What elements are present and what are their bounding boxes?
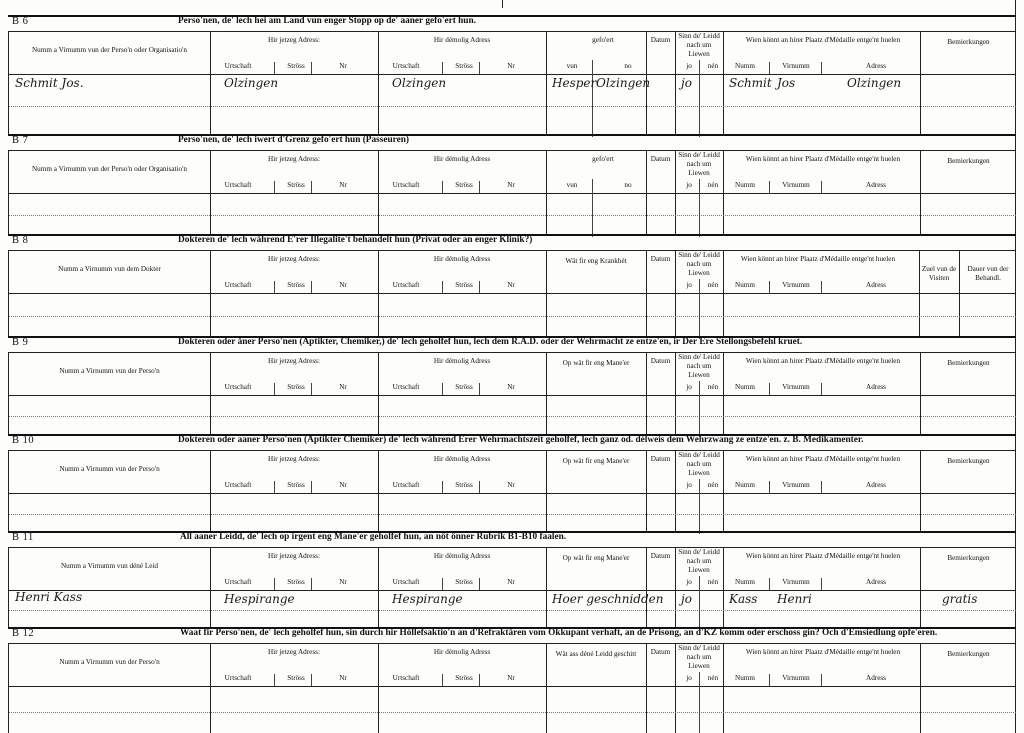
column-divider [920, 353, 921, 435]
section-title: Perso'nen, de' lech iwert d'Grenz gefo'ert hun (Passeuren) [178, 135, 410, 145]
cur-number-subheader: Nr [339, 181, 347, 189]
medal-name-subheader: Numm [735, 578, 755, 586]
cur-street-subheader: Ströss [287, 674, 305, 682]
old-street-subheader: Ströss [455, 674, 473, 682]
cur-number-subheader: Nr [339, 383, 347, 391]
no-subheader: nén [707, 383, 719, 391]
column-divider [378, 32, 379, 135]
address-sub-divider [442, 674, 443, 686]
remarks-header: Bemierkungen [947, 157, 990, 165]
column-divider [723, 353, 724, 435]
medal-firstname-subheader: Virnumm [782, 181, 810, 189]
former-address-header: Hir démolig Adress [433, 455, 491, 463]
address-sub-divider [274, 578, 275, 590]
medal-address-subheader: Adress [866, 383, 886, 391]
former-address-header: Hir démolig Adress [433, 255, 491, 263]
medal-sub-divider [769, 383, 770, 395]
cur-street-subheader: Ströss [287, 578, 305, 586]
transported-header: gefo'ert [592, 155, 614, 163]
column-divider [378, 353, 379, 435]
cur-town-subheader: Urtschaft [224, 62, 252, 70]
remarks-header: Bemierkungen [947, 457, 990, 465]
name-column-header: Numm a Virnumm vun der Perso'n [59, 658, 160, 666]
no-subheader: nén [707, 62, 719, 70]
column-divider [920, 32, 921, 135]
medal-recipient-header: Wien könnt an hirer Plaatz d'Médaille entge'nt huelen [745, 155, 901, 163]
medal-recipient-header: Wien könnt an hirer Plaatz d'Médaille entge'nt huelen [745, 357, 901, 365]
name-column-header: Numm a Virnumm vun déné Leid [60, 562, 159, 570]
top-registration-mark [502, 0, 503, 8]
medal-sub-divider [821, 674, 822, 686]
medal-address-subheader: Adress [866, 181, 886, 189]
cur-town-subheader: Urtschaft [224, 578, 252, 586]
section-code: B 12 [12, 628, 35, 639]
medal-sub-divider [821, 383, 822, 395]
header-bottom-rule [9, 395, 1016, 396]
cur-number-subheader: Nr [339, 674, 347, 682]
row-dotted-rule [9, 712, 1016, 713]
column-divider [646, 644, 647, 733]
entry-medal-name: Kass [729, 592, 758, 606]
old-number-subheader: Nr [507, 62, 515, 70]
current-address-header: Hir jetzeg Adress: [268, 155, 320, 163]
section-grid [8, 352, 1016, 436]
yes-subheader: jo [686, 281, 692, 289]
column-divider [920, 644, 921, 733]
yes-subheader: jo [686, 383, 692, 391]
header-bottom-rule [9, 686, 1016, 687]
former-address-header: Hir démolig Adress [433, 155, 491, 163]
section-grid [8, 547, 1016, 629]
address-sub-divider [442, 181, 443, 193]
cur-number-subheader: Nr [339, 578, 347, 586]
old-town-subheader: Urtschaft [392, 281, 420, 289]
medal-address-subheader: Adress [866, 62, 886, 70]
entry-current-town: Hespirange [224, 592, 295, 606]
row-dotted-rule [9, 416, 1016, 417]
entry-former-town: Hespirange [392, 592, 463, 606]
column-divider [919, 251, 920, 337]
column3-header: Wät fir eng Krankhét [565, 257, 627, 265]
date-header: Datum [650, 255, 671, 263]
old-street-subheader: Ströss [455, 181, 473, 189]
section-title: Dokteren oder åner Perso'nen (Aptikter, Chemiker,) de' lech geholfef hun, lech dem R.A.D. oder der Wehrmacht ze entze'en, ir Der Ere Stellongsbefehl kruet. [178, 337, 803, 347]
header-bottom-rule [9, 293, 1016, 294]
current-address-header: Hir jetzeg Adress: [268, 255, 320, 263]
former-address-header: Hir démolig Adress [433, 648, 491, 656]
header-bottom-rule [9, 74, 1016, 75]
date-header: Datum [650, 552, 671, 560]
address-sub-divider [442, 481, 443, 493]
cur-street-subheader: Ströss [287, 181, 305, 189]
row-dotted-rule [9, 215, 1016, 216]
section-code: B 8 [12, 235, 29, 246]
medal-recipient-header: Wien könnt an hirer Plaatz d'Médaille entge'nt huelen [745, 36, 901, 44]
from-to-divider [592, 179, 593, 237]
medal-sub-divider [821, 481, 822, 493]
medal-firstname-subheader: Virnumm [782, 281, 810, 289]
old-street-subheader: Ströss [455, 578, 473, 586]
section-b12 [8, 627, 1016, 733]
address-sub-divider [274, 383, 275, 395]
section-code: B 11 [12, 532, 34, 543]
header-bottom-rule [9, 193, 1016, 194]
address-sub-divider [274, 481, 275, 493]
medal-sub-divider [769, 62, 770, 74]
section-code: B 10 [12, 435, 35, 446]
address-sub-divider [274, 62, 275, 74]
column3-header: Op wät fir eng Mane'er [562, 359, 630, 367]
address-sub-divider [442, 578, 443, 590]
old-town-subheader: Urtschaft [392, 578, 420, 586]
medal-firstname-subheader: Virnumm [782, 578, 810, 586]
alive-header: Sinn de' Leidd nach um Liewen [678, 451, 720, 477]
column-divider [675, 451, 676, 532]
former-address-header: Hir démolig Adress [433, 357, 491, 365]
column-divider [959, 251, 960, 337]
column-divider [378, 251, 379, 337]
remarks-header: Bemierkungen [947, 650, 990, 658]
medal-address-subheader: Adress [866, 674, 886, 682]
section-code: B 9 [12, 337, 29, 348]
medal-firstname-subheader: Virnumm [782, 383, 810, 391]
column-divider [210, 251, 211, 337]
medal-address-subheader: Adress [866, 481, 886, 489]
column-divider [723, 548, 724, 628]
medal-sub-divider [821, 62, 822, 74]
section-title: Perso'nen, de' lech hei am Land vun enger Stopp op de' aaner gefo'ert hun. [178, 16, 476, 26]
row-dotted-rule [9, 514, 1016, 515]
entry-former-town: Olzingen [392, 76, 447, 90]
medal-firstname-subheader: Virnumm [782, 481, 810, 489]
medal-sub-divider [821, 181, 822, 193]
section-b8 [8, 234, 1016, 338]
old-number-subheader: Nr [507, 674, 515, 682]
row-dotted-rule [9, 106, 1016, 107]
entry-medal-firstname: Jos [777, 76, 796, 90]
entry-medal-address: Olzingen [847, 76, 902, 90]
entry-alive-yes: jo [681, 592, 692, 606]
no-subheader: nén [707, 181, 719, 189]
name-column-header: Numm a Virnumm vun der Perso'n oder Organisatio'n [31, 46, 187, 54]
transported-header: gefo'ert [592, 36, 614, 44]
medal-name-subheader: Numm [735, 281, 755, 289]
medal-name-subheader: Numm [735, 481, 755, 489]
no-subheader: nén [707, 674, 719, 682]
address-sub-divider [274, 181, 275, 193]
medal-recipient-header: Wien könnt an hirer Plaatz d'Médaille entge'nt huelen [745, 648, 901, 656]
entry-from: Hesper [552, 76, 597, 90]
cur-street-subheader: Ströss [287, 62, 305, 70]
current-address-header: Hir jetzeg Adress: [268, 552, 320, 560]
old-street-subheader: Ströss [455, 281, 473, 289]
date-header: Datum [650, 648, 671, 656]
column-divider [546, 548, 547, 628]
jo-nen-divider [699, 479, 700, 534]
medal-sub-divider [769, 181, 770, 193]
old-town-subheader: Urtschaft [392, 383, 420, 391]
section-grid [8, 250, 1016, 338]
current-address-header: Hir jetzeg Adress: [268, 648, 320, 656]
column-divider [546, 353, 547, 435]
medal-sub-divider [821, 578, 822, 590]
header-bottom-rule [9, 590, 1016, 591]
name-column-header: Numm a Virnumm vun der Perso'n oder Organisatio'n [31, 165, 187, 173]
column-divider [546, 644, 547, 733]
entry-medal-name: Schmit [729, 76, 772, 90]
no-subheader: nén [707, 481, 719, 489]
former-address-header: Hir démolig Adress [433, 552, 491, 560]
section-title: Dokteren de' lech während E'rer Illegalite't behandelt hun (Privat oder an enger Klinik?) [178, 235, 533, 245]
name-column-header: Numm a Virnumm vun der Perso'n [59, 367, 160, 375]
cur-town-subheader: Urtschaft [224, 383, 252, 391]
old-town-subheader: Urtschaft [392, 181, 420, 189]
entry-alive-yes: jo [681, 76, 692, 90]
alive-header: Sinn de' Leidd nach um Liewen [678, 548, 720, 574]
cur-number-subheader: Nr [339, 62, 347, 70]
remarks-header: Bemierkungen [947, 38, 990, 46]
cur-street-subheader: Ströss [287, 281, 305, 289]
cur-number-subheader: Nr [339, 481, 347, 489]
column-divider [723, 451, 724, 532]
medal-recipient-header: Wien könnt an hirer Plaatz d'Médaille entge'nt huelen [740, 255, 896, 263]
old-street-subheader: Ströss [455, 481, 473, 489]
visits-header: Zuel vun de Visiten [921, 265, 957, 282]
column3-header: Op wät fir eng Mane'er [562, 554, 630, 562]
jo-nen-divider [699, 381, 700, 437]
current-address-header: Hir jetzeg Adress: [268, 455, 320, 463]
from-to-divider [592, 60, 593, 137]
section-b7 [8, 134, 1016, 236]
address-sub-divider [274, 674, 275, 686]
column-divider [723, 32, 724, 135]
current-address-header: Hir jetzeg Adress: [268, 36, 320, 44]
to-subheader: no [624, 181, 632, 189]
column-divider [675, 644, 676, 733]
header-bottom-rule [9, 493, 1016, 494]
column-divider [210, 353, 211, 435]
medal-name-subheader: Numm [735, 674, 755, 682]
yes-subheader: jo [686, 578, 692, 586]
medal-name-subheader: Numm [735, 383, 755, 391]
column-divider [546, 251, 547, 337]
date-header: Datum [650, 155, 671, 163]
medal-sub-divider [769, 578, 770, 590]
old-number-subheader: Nr [507, 181, 515, 189]
medal-firstname-subheader: Virnumm [782, 62, 810, 70]
date-header: Datum [650, 36, 671, 44]
no-subheader: nén [707, 578, 719, 586]
address-sub-divider [274, 281, 275, 293]
alive-header: Sinn de' Leidd nach um Liewen [678, 644, 720, 670]
column3-header: Op wät fir eng Mane'er [562, 457, 630, 465]
from-subheader: vun [566, 62, 578, 70]
section-title: Waat fir Perso'nen, de' lech geholfef hun, sin durch hir Höllefsaktio'n an d'Refraktären vom Okkupant verhaft, an de Prisong, an d'KZ komm oder erschoss gin? Och d'Emsiedlung opfe'eren. [180, 628, 938, 638]
entry-to: Olzingen [596, 76, 651, 90]
medal-address-subheader: Adress [866, 578, 886, 586]
old-number-subheader: Nr [507, 383, 515, 391]
column-divider [546, 32, 547, 135]
column3-header: Wät ass déné Leidd geschitt [555, 650, 637, 658]
section-b10 [8, 434, 1016, 533]
column-divider [378, 644, 379, 733]
remarks-header: Bemierkungen [947, 359, 990, 367]
section-code: B 7 [12, 135, 29, 146]
medal-sub-divider [769, 481, 770, 493]
row-dotted-rule [9, 316, 1016, 317]
jo-nen-divider [699, 576, 700, 630]
column-divider [210, 451, 211, 532]
no-subheader: nén [707, 281, 719, 289]
old-number-subheader: Nr [507, 481, 515, 489]
yes-subheader: jo [686, 181, 692, 189]
medal-firstname-subheader: Virnumm [782, 674, 810, 682]
section-b9 [8, 336, 1016, 436]
column-divider [675, 32, 676, 135]
jo-nen-divider [699, 279, 700, 339]
medal-sub-divider [769, 674, 770, 686]
to-subheader: no [624, 62, 632, 70]
medal-sub-divider [769, 281, 770, 293]
name-column-header: Numm a Virnumm vun der Perso'n [59, 465, 160, 473]
row-dotted-rule [9, 610, 1016, 611]
column-divider [723, 644, 724, 733]
entry-name: Henri Kass [15, 590, 83, 604]
column-divider [675, 251, 676, 337]
old-street-subheader: Ströss [455, 383, 473, 391]
column-divider [920, 548, 921, 628]
column-divider [378, 548, 379, 628]
column-divider [675, 353, 676, 435]
section-title: Dokteren oder aaner Perso'nen (Aptikter Chemiker) de' lech während Erer Wehrmachtszeit geholfef, lech ganz od. délweis dem Wehrzwang ze entze'en. z. B. Medikamenter. [178, 435, 864, 445]
medal-sub-divider [821, 281, 822, 293]
alive-header: Sinn de' Leidd nach um Liewen [678, 251, 720, 277]
section-grid [8, 31, 1016, 136]
remarks-header: Bemierkungen [947, 554, 990, 562]
entry-how: Hoer geschnidden [552, 592, 664, 606]
section-code: B 6 [12, 16, 29, 27]
old-town-subheader: Urtschaft [392, 674, 420, 682]
cur-town-subheader: Urtschaft [224, 281, 252, 289]
column-divider [210, 548, 211, 628]
old-number-subheader: Nr [507, 281, 515, 289]
alive-header: Sinn de' Leidd nach um Liewen [678, 353, 720, 379]
section-grid [8, 643, 1016, 733]
section-b11 [8, 531, 1016, 629]
entry-medal-firstname: Henri [777, 592, 812, 606]
column-divider [723, 251, 724, 337]
old-town-subheader: Urtschaft [392, 481, 420, 489]
alive-header: Sinn de' Leidd nach um Liewen [678, 151, 720, 177]
old-town-subheader: Urtschaft [392, 62, 420, 70]
duration-header: Dauer vun der Behandl. [967, 265, 1009, 282]
yes-subheader: jo [686, 481, 692, 489]
column-divider [920, 451, 921, 532]
section-grid [8, 450, 1016, 533]
yes-subheader: jo [686, 62, 692, 70]
entry-remarks: gratis [942, 592, 978, 606]
medal-name-subheader: Numm [735, 62, 755, 70]
jo-nen-divider [699, 179, 700, 237]
address-sub-divider [442, 383, 443, 395]
address-sub-divider [442, 281, 443, 293]
cur-town-subheader: Urtschaft [224, 481, 252, 489]
medal-recipient-header: Wien könnt an hirer Plaatz d'Médaille entge'nt huelen [745, 552, 901, 560]
current-address-header: Hir jetzeg Adress: [268, 357, 320, 365]
cur-street-subheader: Ströss [287, 383, 305, 391]
cur-number-subheader: Nr [339, 281, 347, 289]
section-b6 [8, 15, 1016, 136]
date-header: Datum [650, 357, 671, 365]
medal-address-subheader: Adress [866, 281, 886, 289]
entry-current-town: Olzingen [224, 76, 279, 90]
jo-nen-divider [699, 60, 700, 137]
address-sub-divider [442, 62, 443, 74]
medal-recipient-header: Wien könnt an hirer Plaatz d'Médaille entge'nt huelen [745, 455, 901, 463]
cur-town-subheader: Urtschaft [224, 181, 252, 189]
former-address-header: Hir démolig Adress [433, 36, 491, 44]
from-subheader: vun [566, 181, 578, 189]
date-header: Datum [650, 455, 671, 463]
column-divider [675, 548, 676, 628]
section-grid [8, 150, 1016, 236]
column-divider [210, 644, 211, 733]
section-title: All aaner Leidd, de' lech op irgent eng Mane'er geholfef hun, an nöt önner Rubrik B1-B10 faalen. [180, 532, 567, 542]
old-number-subheader: Nr [507, 578, 515, 586]
alive-header: Sinn de' Leidd nach um Liewen [678, 32, 720, 58]
medal-name-subheader: Numm [735, 181, 755, 189]
name-column-header: Numm a Virnumm vun dem Dokter [58, 265, 161, 273]
old-street-subheader: Ströss [455, 62, 473, 70]
jo-nen-divider [699, 672, 700, 733]
column-divider [210, 32, 211, 135]
entry-name: Schmit Jos. [15, 76, 84, 90]
yes-subheader: jo [686, 674, 692, 682]
column-divider [378, 451, 379, 532]
column-divider [546, 451, 547, 532]
cur-town-subheader: Urtschaft [224, 674, 252, 682]
cur-street-subheader: Ströss [287, 481, 305, 489]
